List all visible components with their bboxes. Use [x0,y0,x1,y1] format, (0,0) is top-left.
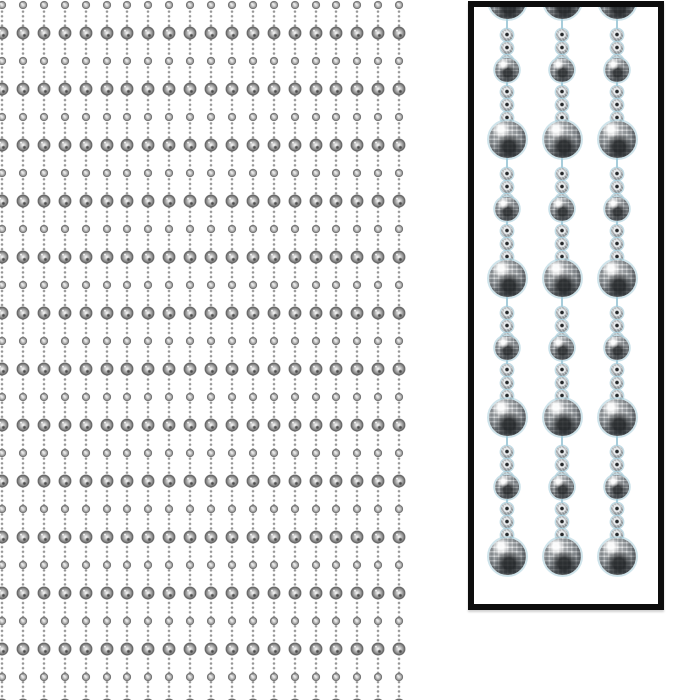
bead-strand [161,0,177,700]
disco-ball-large [599,260,636,297]
disco-ball-large [544,121,581,158]
disco-ball-large [544,7,581,19]
disco-ball-large [599,121,636,158]
bead-strand [182,0,198,700]
small-bead [611,42,623,54]
bead-strand [57,0,73,700]
small-bead [556,320,568,332]
small-bead [501,446,513,458]
small-bead [501,307,513,319]
small-bead [556,446,568,458]
small-bead [501,364,513,376]
small-bead [611,503,623,515]
bead-strand [15,0,31,700]
small-bead [501,86,513,98]
small-bead [501,225,513,237]
bead-strand [391,0,407,700]
small-bead [611,446,623,458]
disco-ball-large [489,121,526,158]
bead-strand [245,0,261,700]
small-bead [501,42,513,54]
bead-strand [287,0,303,700]
small-bead [501,99,513,111]
bead-strand [266,0,282,700]
small-bead [556,459,568,471]
small-bead [501,516,513,528]
small-bead [556,364,568,376]
small-bead [501,181,513,193]
small-bead [611,86,623,98]
small-bead [501,459,513,471]
detail-inset-box [468,1,664,610]
disco-ball-medium [550,197,574,221]
small-bead [611,168,623,180]
small-bead [556,29,568,41]
small-bead [611,99,623,111]
disco-ball-medium [550,475,574,499]
bead-strand [349,0,365,700]
small-bead [501,29,513,41]
small-bead [611,181,623,193]
small-bead [556,503,568,515]
bead-strand [0,0,10,700]
bead-strand [119,0,135,700]
disco-ball-large [544,260,581,297]
disco-ball-large [489,260,526,297]
small-bead [501,503,513,515]
bead-strand [224,0,240,700]
bead-strand [370,0,386,700]
small-bead [556,225,568,237]
small-bead [556,42,568,54]
disco-ball-medium [495,197,519,221]
disco-ball-medium [550,336,574,360]
disco-ball-medium [605,197,629,221]
bead-strand [203,0,219,700]
small-bead [556,99,568,111]
inset-bead-strand [485,7,529,575]
bead-strand [78,0,94,700]
small-bead [611,225,623,237]
disco-ball-medium [605,336,629,360]
bead-strand [328,0,344,700]
small-bead [611,364,623,376]
disco-ball-medium [605,475,629,499]
disco-ball-large [544,399,581,436]
small-bead [611,459,623,471]
small-bead [556,86,568,98]
disco-ball-large [599,7,636,19]
small-bead [611,377,623,389]
disco-ball-medium [495,58,519,82]
disco-ball-large [489,399,526,436]
small-bead [556,377,568,389]
small-bead [611,320,623,332]
disco-ball-large [489,7,526,19]
bead-strand [308,0,324,700]
small-bead [556,307,568,319]
small-bead [611,516,623,528]
disco-ball-medium [495,475,519,499]
small-bead [556,168,568,180]
small-bead [501,377,513,389]
small-bead [556,181,568,193]
disco-ball-medium [605,58,629,82]
bead-strand [36,0,52,700]
small-bead [501,320,513,332]
small-bead [556,238,568,250]
small-bead [611,29,623,41]
disco-ball-large [544,538,581,575]
disco-ball-medium [550,58,574,82]
bead-strand [99,0,115,700]
small-bead [611,307,623,319]
disco-ball-large [599,399,636,436]
disco-ball-large [489,538,526,575]
small-bead [501,238,513,250]
small-bead [556,516,568,528]
detail-inset-interior [474,7,658,604]
inset-bead-strand [540,7,584,575]
inset-bead-strand [595,7,639,575]
disco-ball-medium [495,336,519,360]
bead-strand [140,0,156,700]
disco-ball-large [599,538,636,575]
small-bead [501,168,513,180]
small-bead [611,238,623,250]
